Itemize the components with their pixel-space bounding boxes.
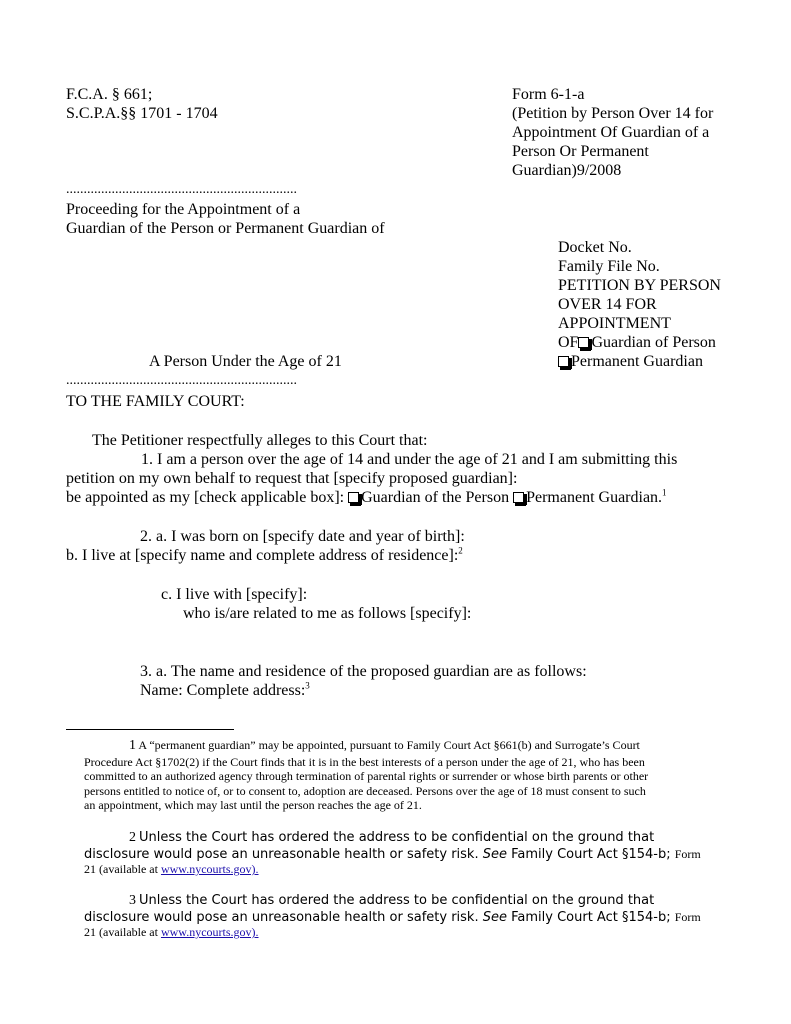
footnote-1 — [129, 738, 640, 753]
petition-title: APPOINTMENT — [558, 315, 671, 332]
petition-intro: The Petitioner respectfully alleges to this Court that: — [92, 432, 428, 449]
footnote-number: 1 — [129, 738, 136, 753]
docket-number-label: Docket No. — [558, 239, 632, 256]
footnote-separator — [66, 729, 234, 730]
footnote-3 — [129, 893, 654, 908]
footnote-text: Unless the Court has ordered the address to be confidential on the ground that — [139, 893, 655, 908]
footnote-1-line: committed to an authorized agency through termination of parental rights or surrender or whose birth parents or other — [84, 769, 649, 783]
footnote-text: 21 (available at — [84, 862, 161, 876]
footnote-text: Family Court Act §154-b; — [506, 910, 675, 925]
form-description-line: Guardian)9/2008 — [512, 162, 622, 179]
footnote-1-line: Procedure Act §1702(2) if the Court finds that it is in the best interests of a person under the age of 21, who has been — [84, 755, 645, 769]
proceeding-title: Proceeding for the Appointment of a — [66, 201, 301, 218]
footnote-see-signal: See — [482, 910, 507, 925]
permanent-guardian-option — [558, 352, 703, 371]
petition-title: PETITION BY PERSON — [558, 277, 721, 294]
footnote-number: 2 — [129, 830, 136, 845]
form-description-line: Appointment Of Guardian of a — [512, 124, 710, 141]
footnote-text: Form — [674, 910, 701, 924]
footnote-reference[interactable]: 3 — [305, 680, 310, 691]
petition-type-line — [558, 333, 716, 352]
permanent-guardian-label: Permanent Guardian — [571, 353, 703, 370]
statute-citation-scpa: S.C.P.A.§§ 1701 - 1704 — [66, 105, 218, 122]
paragraph-3a: 3. a. The name and residence of the proposed guardian are as follows: — [140, 663, 587, 680]
footnote-3-line — [84, 925, 259, 939]
footnote-2-line — [84, 847, 701, 862]
guardian-of-person-label: Guardian of Person — [591, 334, 716, 351]
name-address-labels: Name: Complete address: — [140, 682, 306, 699]
proceeding-title: Guardian of the Person or Permanent Guardian of — [66, 220, 385, 237]
footnote-1-line: persons entitled to notice of, or to consent to, adoption are deceased. Persons over the age of 18 must consent to such — [84, 784, 646, 798]
footnote-text: Family Court Act §154-b; — [506, 847, 675, 862]
nycourts-link[interactable]: www.nycourts.gov). — [160, 862, 259, 876]
footnote-1-line: an appointment, which may last until the person reaches the age of 21. — [84, 798, 422, 812]
footnote-text: disclosure would pose an unreasonable health or safety risk. — [84, 910, 483, 925]
statute-citation-fca: F.C.A. § 661; — [66, 86, 153, 103]
proposed-guardian-fields — [140, 681, 310, 700]
footnote-number: 3 — [129, 893, 136, 908]
paragraph-2a: 2. a. I was born on [specify date and year of birth]: — [140, 528, 465, 545]
guardian-of-person-label: Guardian of the Person — [361, 489, 514, 506]
footnote-3-line — [84, 910, 701, 925]
petition-title: OVER 14 FOR — [558, 296, 657, 313]
footnote-text: A “permanent guardian” may be appointed, pursuant to Family Court Act §661(b) and Surrogate’s Court — [136, 738, 640, 752]
petition-of-label: OF — [558, 334, 579, 351]
footnote-reference[interactable]: 2 — [458, 545, 463, 556]
guardian-of-person-checkbox[interactable] — [578, 337, 589, 348]
footnote-reference[interactable]: 1 — [662, 487, 667, 498]
paragraph-1-line: be appointed as my [check applicable box]: — [66, 489, 349, 506]
form-description-line: Person Or Permanent — [512, 143, 649, 160]
footnote-text: Unless the Court has ordered the address to be confidential on the ground that — [139, 830, 655, 845]
paragraph-2c-relation: who is/are related to me as follows [specify]: — [183, 605, 472, 622]
permanent-guardian-label: Permanent Guardian. — [526, 489, 663, 506]
permanent-guardian-checkbox[interactable] — [558, 356, 569, 367]
footnote-2-line — [84, 862, 259, 876]
caption-dotted-line: .................................................................. — [66, 373, 297, 388]
footnote-text: disclosure would pose an unreasonable health or safety risk. — [84, 847, 483, 862]
paragraph-2c: c. I live with [specify]: — [161, 586, 308, 603]
footnote-see-signal: See — [482, 847, 507, 862]
paragraph-2b-text: b. I live at [specify name and complete address of residence]: — [66, 547, 459, 564]
permanent-guardian-checkbox[interactable] — [513, 492, 524, 503]
paragraph-1-line: petition on my own behalf to request that [specify proposed guardian]: — [66, 470, 518, 487]
form-description-line: (Petition by Person Over 14 for — [512, 105, 714, 122]
guardian-of-person-checkbox[interactable] — [348, 492, 359, 503]
caption-dotted-line: .................................................................. — [66, 182, 297, 197]
court-address: TO THE FAMILY COURT: — [66, 393, 245, 410]
subject-description: A Person Under the Age of 21 — [149, 353, 342, 370]
paragraph-1-selection — [66, 488, 667, 507]
nycourts-link[interactable]: www.nycourts.gov). — [160, 925, 259, 939]
footnote-text: Form — [674, 847, 701, 861]
footnote-2 — [129, 830, 654, 845]
footnote-text: 21 (available at — [84, 925, 161, 939]
form-number: Form 6-1-a — [512, 86, 585, 103]
family-file-number-label: Family File No. — [558, 258, 660, 275]
paragraph-2b — [66, 546, 463, 565]
paragraph-1-line: 1. I am a person over the age of 14 and under the age of 21 and I am submitting this — [141, 451, 678, 468]
